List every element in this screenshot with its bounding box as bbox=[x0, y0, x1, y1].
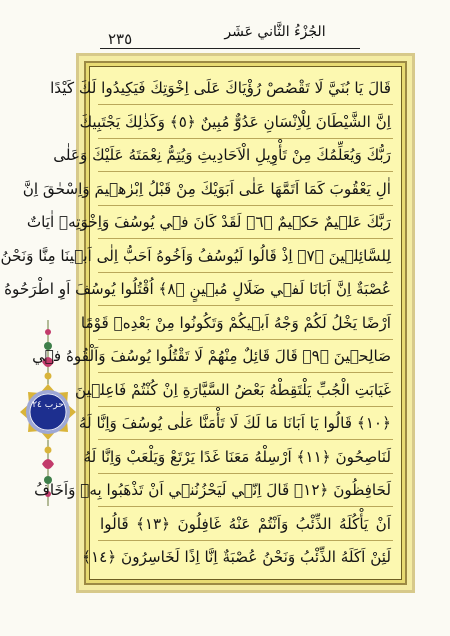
text-line: اِنَّ الشَّيْطَانَ لِلْاِنْسَانِ عَدُوٌّ مُبِينٌ ﴿٥﴾ وَكَذٰلِكَ يَجْتَبِيكَ bbox=[98, 107, 393, 139]
text-line: اَنْ يَأْكُلَهُ الذِّئْبُ وَاَنْتُمْ عَنْهُ غَافِلُونَ ﴿١٣﴾ قَالُوا bbox=[98, 509, 393, 541]
page-header bbox=[0, 0, 450, 52]
hizb-label: حزب ٢٤ bbox=[32, 400, 64, 410]
juz-title: الجُزْءُ الثَّاني عَشَر bbox=[224, 24, 326, 40]
text-line: لِلسَّائِلٖينَ ﴿٧﴾ اِذْ قَالُوا لَيُوسُفُ وَاَخُوهُ اَحَبُّ اِلٰى اَبٖينَا مِنَّا وَنَحْنُ bbox=[98, 241, 393, 273]
text-line: قَالَ يَا بُنَيَّ لَا تَقْصُصْ رُؤْيَاكَ عَلَى اِخْوَتِكَ فَيَكِيدُوا لَكَ كَيْدًا bbox=[98, 73, 393, 105]
text-line: صَالِحٖينَ ﴿٩﴾ قَالَ قَائِلٌ مِنْهُمْ لَا تَقْتُلُوا يُوسُفَ وَاَلْقُوهُ فٖي bbox=[98, 341, 393, 373]
header-rule bbox=[100, 48, 360, 49]
text-line: لَحَافِظُونَ ﴿١٢﴾ قَالَ اِنّٖي لَيَحْزُنُنٖي اَنْ تَذْهَبُوا بِهٖ وَاَخَافُ bbox=[98, 475, 393, 507]
text-line: ﴿١٠﴾ قَالُوا يَا اَبَانَا مَا لَكَ لَا تَأْمَنَّا عَلٰى يُوسُفَ وَاِنَّا لَهُ bbox=[98, 408, 393, 440]
text-line: غَيَابَتِ الْجُبِّ يَلْتَقِطْهُ بَعْضُ السَّيَّارَةِ اِنْ كُنْتُمْ فَاعِلٖينَ bbox=[98, 375, 393, 407]
text-line: لَئِنْ اَكَلَهُ الذِّئْبُ وَنَحْنُ عُصْبَةٌ اِنَّا اِذًا لَخَاسِرُونَ ﴿١٤﴾ bbox=[82, 548, 391, 566]
text-line: عُصْبَةٌ اِنَّ اَبَانَا لَفٖي ضَلَالٍ مُبٖينٍ ﴿٨﴾ اُقْتُلُوا يُوسُفَ اَوِ اطْرَحُوهُ bbox=[98, 274, 393, 306]
text-line: رَبَّكَ عَلٖيمٌ حَكٖيمٌ ﴿٦﴾ لَقَدْ كَانَ فٖي يُوسُفَ وَاِخْوَتِهٖ اٰيَاتٌ bbox=[98, 207, 393, 239]
text-line: اَرْضًا يَخْلُ لَكُمْ وَجْهُ اَبٖيكُمْ وَتَكُونُوا مِنْ بَعْدِهٖ قَوْمًا bbox=[98, 308, 393, 340]
text-line: اٰلِ يَعْقُوبَ كَمَا اَتَمَّهَا عَلٰى اَبَوَيْكَ مِنْ قَبْلُ اِبْرٰهٖيمَ وَاِسْحٰقَ اِنَّ bbox=[98, 174, 393, 206]
text-line: لَنَاصِحُونَ ﴿١١﴾ اَرْسِلْهُ مَعَنَا غَدًا يَرْتَعْ وَيَلْعَبْ وَاِنَّا لَهُ bbox=[98, 442, 393, 474]
page-number: ٢٣٥ bbox=[108, 30, 133, 48]
text-line: رَبُّكَ وَيُعَلِّمُكَ مِنْ تَأْوِيلِ الْاَحَادِيثِ وَيُتِمُّ نِعْمَتَهُ عَلَيْكَ وَعَلٰى bbox=[98, 140, 393, 172]
